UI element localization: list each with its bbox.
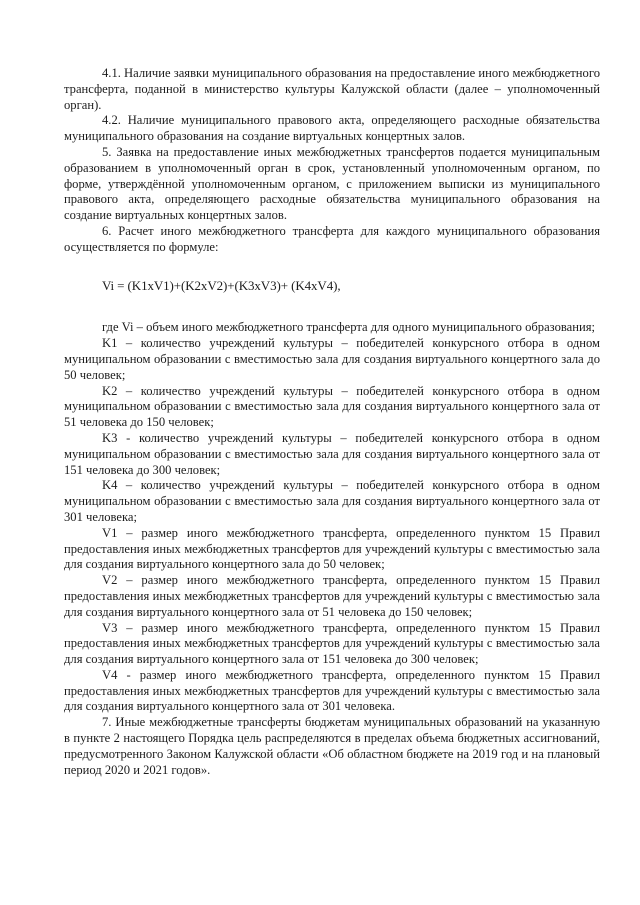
- paragraph-7: 7. Иные межбюджетные трансферты бюджетам муниципальных образований на указанную в пункте 2 настоящего Порядка цель распределяются в пределах объема бюджетных ассигнований, предусмотренного Законом Калужской области «Об областном бюджете на 2019 год и на плановый период 2020 и 2021 годов».: [64, 715, 600, 777]
- definition-k4: K4 – количество учреждений культуры – победителей конкурсного отбора в одном муниципальном образовании с вместимостью зала для создания виртуального концертного зала от 301 человека;: [64, 478, 600, 524]
- definition-vi: где Vi – объем иного межбюджетного трансферта для одного муниципального образования;: [102, 320, 596, 335]
- paragraph-6: 6. Расчет иного межбюджетного трансферта для каждого муниципального образования осуществляется по формуле:: [64, 223, 600, 254]
- definition-k3: K3 - количество учреждений культуры – победителей конкурсного отбора в одном муниципальном образовании с вместимостью зала для создания виртуального концертного зала от 151 человека до 300 человек;: [64, 430, 600, 477]
- definition-k1: K1 – количество учреждений культуры – победителей конкурсного отбора в одном муниципальном образовании с вместимостью зала для создания виртуального концертного зала до 50 человек;: [64, 336, 600, 382]
- definition-v2: V2 – размер иного межбюджетного трансферта, определенного пунктом 15 Правил предоставления иных межбюджетных трансфертов для учреждений культуры с вместимостью зала для создания виртуального концертного зала от 51 человека до 150 человек;: [64, 573, 600, 619]
- paragraph-4-2: 4.2. Наличие муниципального правового акта, определяющего расходные обязательства муниципального образования на создание виртуальных концертных залов.: [64, 113, 600, 144]
- formula: Vi = (K1xV1)+(K2xV2)+(K3xV3)+ (K4xV4),: [102, 277, 341, 293]
- definition-v1: V1 – размер иного межбюджетного трансферта, определенного пунктом 15 Правил предоставления иных межбюджетных трансфертов для учреждений культуры с вместимостью зала для создания виртуального концертного зала до 50 человек;: [64, 525, 600, 572]
- definition-k2: K2 – количество учреждений культуры – победителей конкурсного отбора в одном муниципальном образовании с вместимостью зала для создания виртуального концертного зала от 51 человека до 150 человек;: [64, 383, 600, 430]
- paragraph-4-1: 4.1. Наличие заявки муниципального образования на предоставление иного межбюджетного трансферта, поданной в министерство культуры Калужской области (далее – уполномоченный орган).: [64, 66, 600, 112]
- definition-v3: V3 – размер иного межбюджетного трансферта, определенного пунктом 15 Правил предоставления иных межбюджетных трансфертов для учреждений культуры с вместимостью зала для создания виртуального концертного зала от 151 человека до 300 человек;: [64, 620, 600, 667]
- definition-v4: V4 - размер иного межбюджетного трансферта, определенного пунктом 15 Правил предоставления иных межбюджетных трансфертов для учреждений культуры с вместимостью зала для создания виртуального концертного зала от 301 человека.: [64, 667, 600, 714]
- document-page: [64, 66, 600, 778]
- paragraph-5: 5. Заявка на предоставление иных межбюджетных трансфертов подается муниципальным образованием в уполномоченный орган в срок, установленный уполномоченным органом, по форме, утверждённой уполномоченным органом, с приложением выписки из муниципального правового акта, определяющего расходные обязательства муниципального образования на создание виртуальных концертных залов.: [64, 144, 600, 223]
